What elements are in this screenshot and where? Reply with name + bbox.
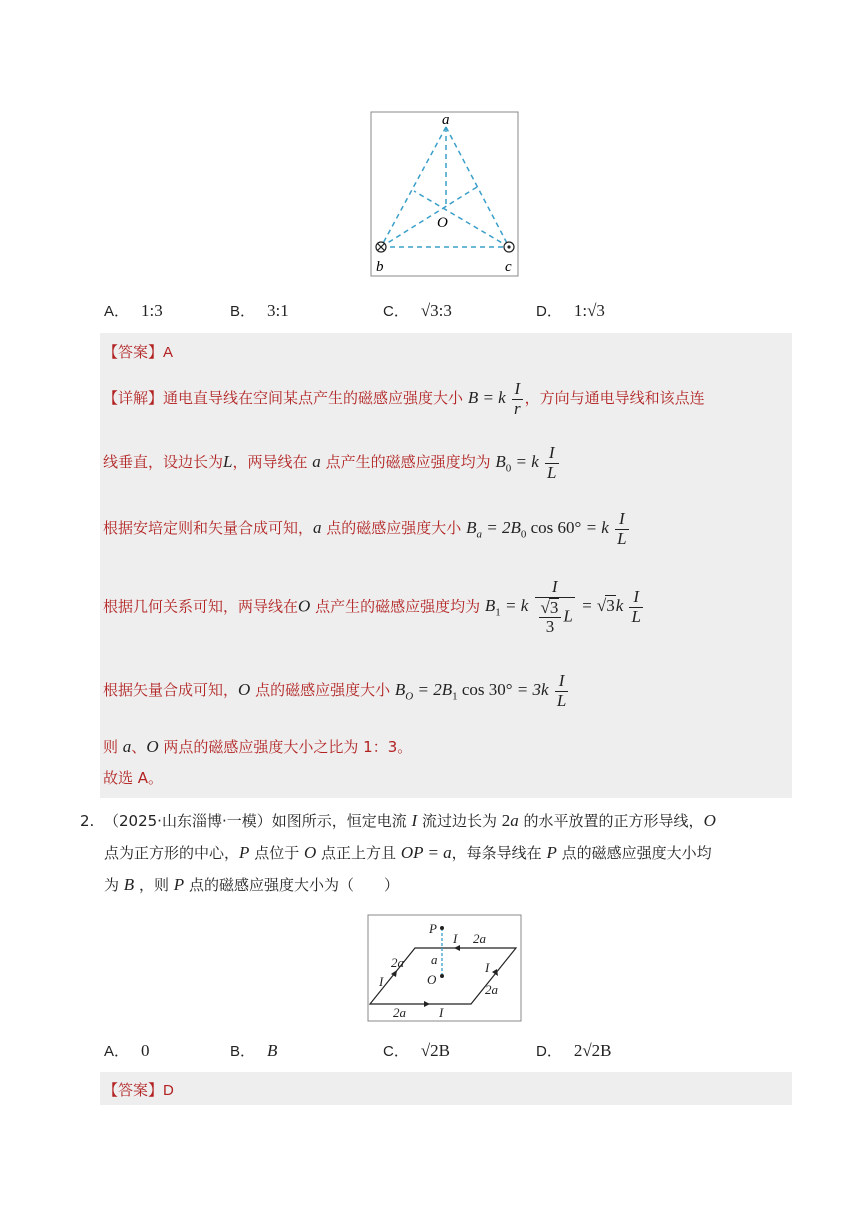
triangle-figure [370,111,520,277]
q1-detail-line2: 线垂直，设边长为L，两导线在 a 点产生的磁感应强度均为 $B_0 = k$ $\frac{I}{L}$ [103,443,557,482]
q2-stem: （2025·山东淄博·一模）如图所示，恒定电流 I 流过边长为 2a 的水平放置的正方形导线，O 点为正方形的中心，P 点位于 O 点正上方且 OP = a，每条导线在 P 点的磁感应强度大小均 为 B ，则 P 点的磁感应强度大小为（ ） [104,811,716,894]
q1-detail-line4: 根据几何关系可知，两导线在O 点产生的磁感应强度均为 $B_1 = k$ I $\frac{√3}{3}$ L = √3k $\frac{I}{L}$ [103,577,641,637]
label-o: O [437,215,448,231]
label-i-top: I [453,931,458,946]
label-o: O [427,972,437,987]
q2-option-c[interactable]: C． √2B [383,1041,451,1060]
label-2a-top: 2a [473,931,486,946]
q1-option-c[interactable]: C． √3:3 [383,301,452,320]
q2-option-a[interactable]: A． 0 [104,1041,150,1060]
q2-answer: 【答案】D [103,1081,174,1099]
q1-option-a[interactable]: A． 1:3 [104,301,163,320]
q1-option-d[interactable]: D． 1:√3 [536,301,605,320]
label-2a-bottom: 2a [393,1005,406,1020]
label-i-left: I [379,974,384,989]
label-a-mid: a [431,952,438,967]
label-a: a [442,112,450,128]
label-b: b [376,259,384,275]
label-i-right: I [485,960,490,975]
label-2a-left: 2a [391,955,404,970]
q2-option-d[interactable]: D． 2√2B [536,1041,612,1060]
label-p: P [429,921,437,936]
q2-option-b[interactable]: B． B [230,1041,278,1060]
q1-detail-line7: 故选 A。 [103,769,164,787]
q1-detail-line1: 【详解】通电直导线在空间某点产生的磁感应强度大小 B = k $\frac{I}{r}$ ，方向与通电导线和该点连 [103,379,705,418]
q1-option-b[interactable]: B． 3:1 [230,301,289,320]
q2-answer-block [100,1072,792,1105]
q1-detail-line6: 则 a、O 两点的磁感应强度大小之比为 1：3。 [103,737,413,756]
q1-detail-line3: 根据安培定则和矢量合成可知，a 点的磁感应强度大小 $B_a = 2B_0$ cos 60° = k $\frac{I}{L}$ [103,509,627,548]
q2-number: 2. [80,812,95,830]
q1-detail-line5: 根据矢量合成可知，O 点的磁感应强度大小 $B_O = 2B_1$ cos 30° = 3k $\frac{I}{L}$ [103,671,567,710]
square-loop-figure [367,914,523,1022]
q1-answer: 【答案】A [103,343,174,361]
label-c: c [505,259,512,275]
label-2a-right: 2a [485,982,498,997]
label-i-bottom: I [439,1005,444,1020]
